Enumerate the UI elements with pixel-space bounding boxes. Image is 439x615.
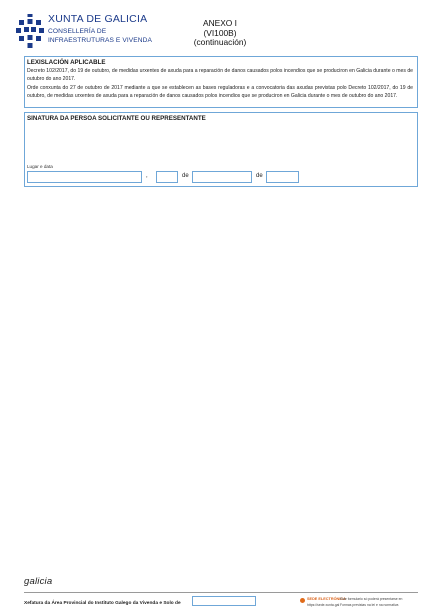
- annex-code: (VI100B): [203, 28, 237, 38]
- place-field[interactable]: [27, 171, 142, 183]
- legislation-title: LEXISLACIÓN APLICABLE: [27, 59, 106, 66]
- department-line-2: INFRAESTRUTURAS E VIVENDA: [48, 37, 152, 44]
- de-separator: de: [256, 173, 263, 179]
- legislation-paragraph: Decreto 102/2017, do 19 de outubro, de medidas urxentes de axuda para a reparación de danos causados polos incendios que se produciron en Galicia durante o mes de outubro do ano 2017.: [27, 68, 413, 82]
- seal-text: Este formulario só poderá presentarse en: [340, 597, 403, 601]
- seal-text: Formas previstas na lei e na normativa: [340, 603, 399, 607]
- legislation-paragraph: Orde conxunta do 27 de outubro de 2017 mediante a que se establecen as bases reguladoras e a convocatoria das axudas previstas polo Decreto 102/2017, do 19 de outubro, de medidas urxentes de axuda para a reparación de danos causados polos incendios que se produciron en Galicia durante o mes de outubro do ano 2017.: [27, 85, 413, 99]
- office-field[interactable]: [192, 596, 256, 606]
- footer-divider: [24, 592, 418, 593]
- seal-url[interactable]: https://sede.xunta.gal: [307, 603, 340, 607]
- office-label: Xefatura da Área Provincial do Instituto Galego da Vivenda e Solo de: [24, 601, 181, 606]
- year-field[interactable]: [266, 171, 299, 183]
- comma-separator: ,: [146, 173, 148, 179]
- sede-electronica-label: SEDE ELECTRÓNICA: [307, 597, 346, 601]
- month-field[interactable]: [192, 171, 252, 183]
- department-line-1: CONSELLERÍA DE: [48, 28, 107, 35]
- organization-name: XUNTA DE GALICIA: [48, 13, 148, 25]
- place-date-label: Lugar e data: [27, 164, 53, 169]
- galicia-logo: galicia: [24, 576, 53, 587]
- sede-electronica-icon: [300, 598, 305, 603]
- annex-continuation: (continuación): [193, 37, 247, 47]
- day-field[interactable]: [156, 171, 178, 183]
- de-separator: de: [182, 173, 189, 179]
- signature-title: SINATURA DA PERSOA SOLICITANTE OU REPRESENTANTE: [27, 115, 206, 122]
- xunta-crest-icon: [16, 14, 44, 51]
- annex-title: ANEXO I: [203, 18, 237, 28]
